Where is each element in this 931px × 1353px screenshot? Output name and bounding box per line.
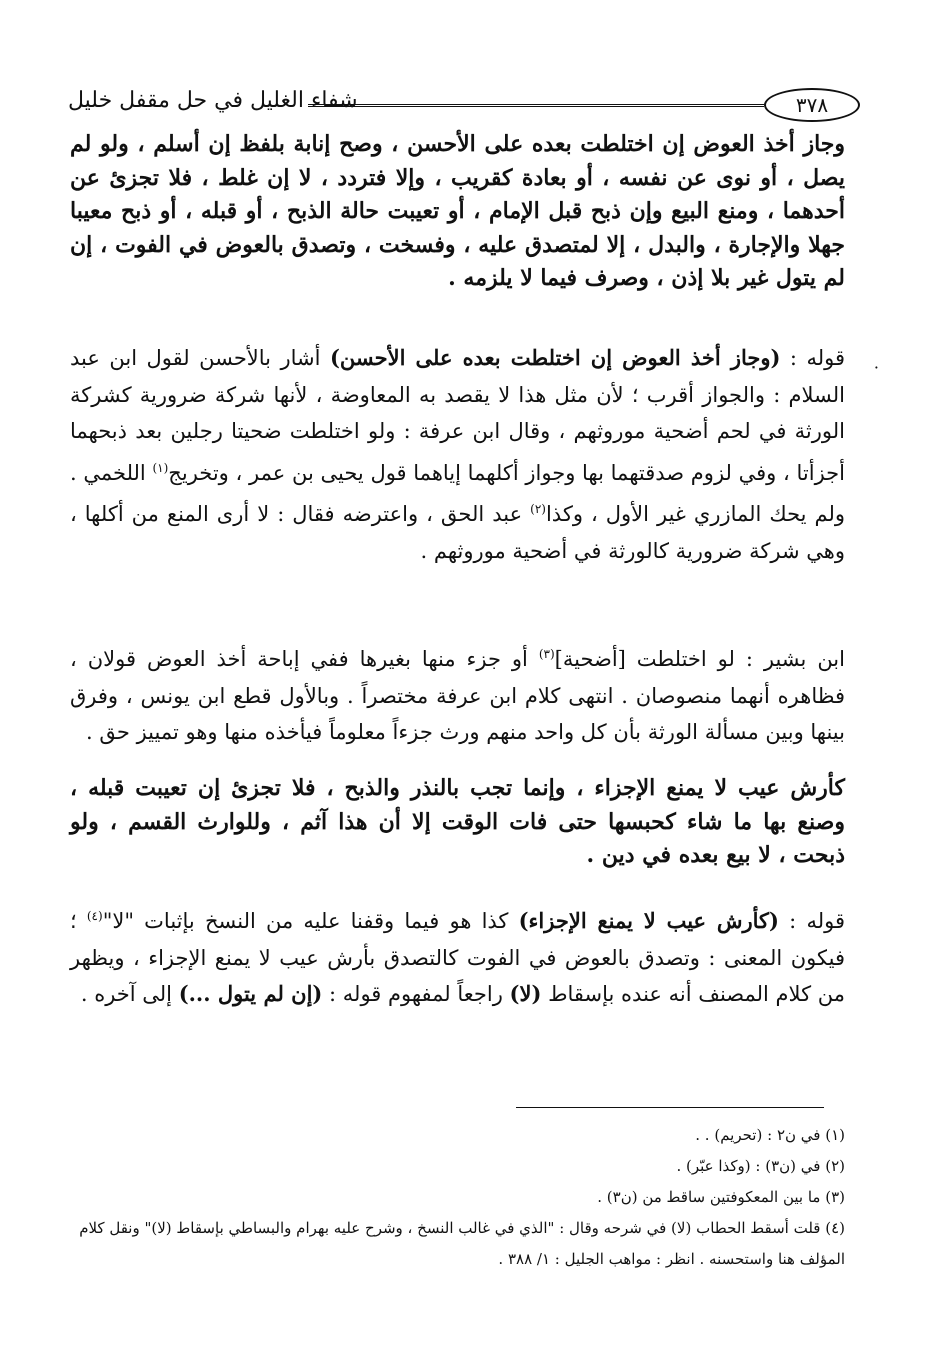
commentary-quote: (كأرش عيب لا يمنع الإجزاء) (518, 908, 779, 933)
commentary-text: عبد الحق ، واعترضه فقال : لا أرى المنع من أكلها ، وهي شركة ضرورية كالورثة في أضحية موروثهم . (70, 502, 845, 563)
footnote-1: (١) في ن٢ : (تحريم) . . (695, 1126, 845, 1144)
matn-paragraph-2: كأرش عيب لا يمنع الإجزاء ، وإنما تجب بالنذر والذبح ، فلا تجزئ إن تعيبت قبله ، وصنع بها ما شاء كحبسها حتى فات الوقت إلا أن هذا آثم ، وللوارث القسم ، ولو ذبحت ، لا بيع بعده في دين . (70, 775, 845, 868)
page-number: ٣٧٨ (764, 88, 860, 122)
footnote-2: (٢) في (ن٣) : (وكذا عبّر) . (676, 1157, 845, 1175)
commentary-quote: (وجاز أخذ العوض إن اختلطت بعده على الأحسن) (329, 345, 781, 370)
footnote-ref-4[interactable]: (٤) (86, 909, 103, 923)
commentary-text: ؛ فيكون المعنى : وتصدق بالعوض في الفوت كالتصدق بأرش عيب لا يمنع الإجزاء ، ويظهر من كلام المصنف أنه عنده بإسقاط (70, 909, 845, 1006)
header-rule (308, 104, 764, 107)
footnote-ref-3[interactable]: (٣) (538, 647, 555, 661)
running-title: شفاء الغليل في حل مقفل خليل (68, 88, 358, 113)
commentary-quote: (إن لم يتول ...) (178, 981, 323, 1006)
commentary-paragraph-1 (70, 340, 845, 569)
footnote-3: (٣) ما بين المعكوفتين ساقط من (ن٣) . (597, 1188, 845, 1206)
commentary-lead: قوله : (779, 909, 845, 933)
footnote-ref-1[interactable]: (١) (152, 460, 169, 475)
commentary-text: أشار بالأحسن لقول ابن عبد السلام : والجواز أقرب ؛ لأن مثل هذا لا يقصد به المعاوضة ، لأنها شركة ضرورية كشركة الورثة في لحم أضحية موروثهم ، وقال ابن عرفة : ولو اختلطت ضحيتا رجلين بعد ذبحهما أجزأتا ، وفي لزوم صدقتهما بها وجواز أكلهما إياهما قول يحيى بن عمر ، وتخريج (70, 346, 845, 485)
commentary-lead: قوله : (780, 346, 845, 370)
commentary-quote: (لا) (509, 981, 542, 1006)
commentary-paragraph-3 (70, 898, 845, 1013)
footnote-4: (٤) قلت أسقط الحطاب (لا) في شرحه وقال : "الذي في غالب النسخ ، وشرح عليه بهرام والبساطي بإسقاط (لا)" ونقل كلام المؤلف هنا واستحسنه . انظر : مواهب الجليل : ١/ ٣٨٨ . (79, 1219, 845, 1268)
commentary-text: ابن بشير : لو اختلطت [أضحية] (554, 647, 845, 671)
footnote-ref-2[interactable]: (٢) (530, 502, 546, 516)
footnote-divider (516, 1107, 824, 1108)
commentary-text: اللخمي . ولم يحك المازري غير الأول ، وكذا (70, 460, 846, 526)
commentary-text: كذا هو فيما وقفنا عليه من النسخ بإثبات "لا" (102, 909, 519, 933)
page-header (68, 82, 860, 122)
footnotes (70, 1120, 845, 1275)
commentary-text: راجعاً لمفهوم قوله : (322, 982, 510, 1006)
matn-paragraph-1: وجاز أخذ العوض إن اختلطت بعده على الأحسن ، وصح إنابة بلفظ إن أسلم ، ولو لم يصل ، أو نوى عن نفسه ، أو بعادة كقريب ، وإلا فتردد ، لا إن غلط ، فلا تجزئ عن أحدهما ، ومنع البيع وإن ذبح قبل الإمام ، أو تعيبت حالة الذبح ، أو قبله ، أو ذبح معيبا جهلا والإجارة ، والبدل ، إلا لمتصدق عليه ، وفسخت ، وتصدق بالعوض في الفوت ، إن لم يتول غير بلا إذن ، وصرف فيما لا يلزمه . (70, 131, 845, 291)
commentary-paragraph-2 (70, 636, 845, 751)
commentary-text: أو جزء منها بغيرها ففي إباحة أخذ العوض قولان ، فظاهره أنهما منصوصان . انتهى كلام ابن عرفة مختصراً . وبالأول قطع ابن يونس ، وفرق بينها وبين مسألة الورثة بأن كل واحد منهم ورث جزءاً معلوماً فيأخذه منها وهو تمييز حق . (70, 647, 845, 744)
bullet-dot: · (873, 358, 879, 377)
commentary-text: إلى آخره . (80, 982, 179, 1006)
